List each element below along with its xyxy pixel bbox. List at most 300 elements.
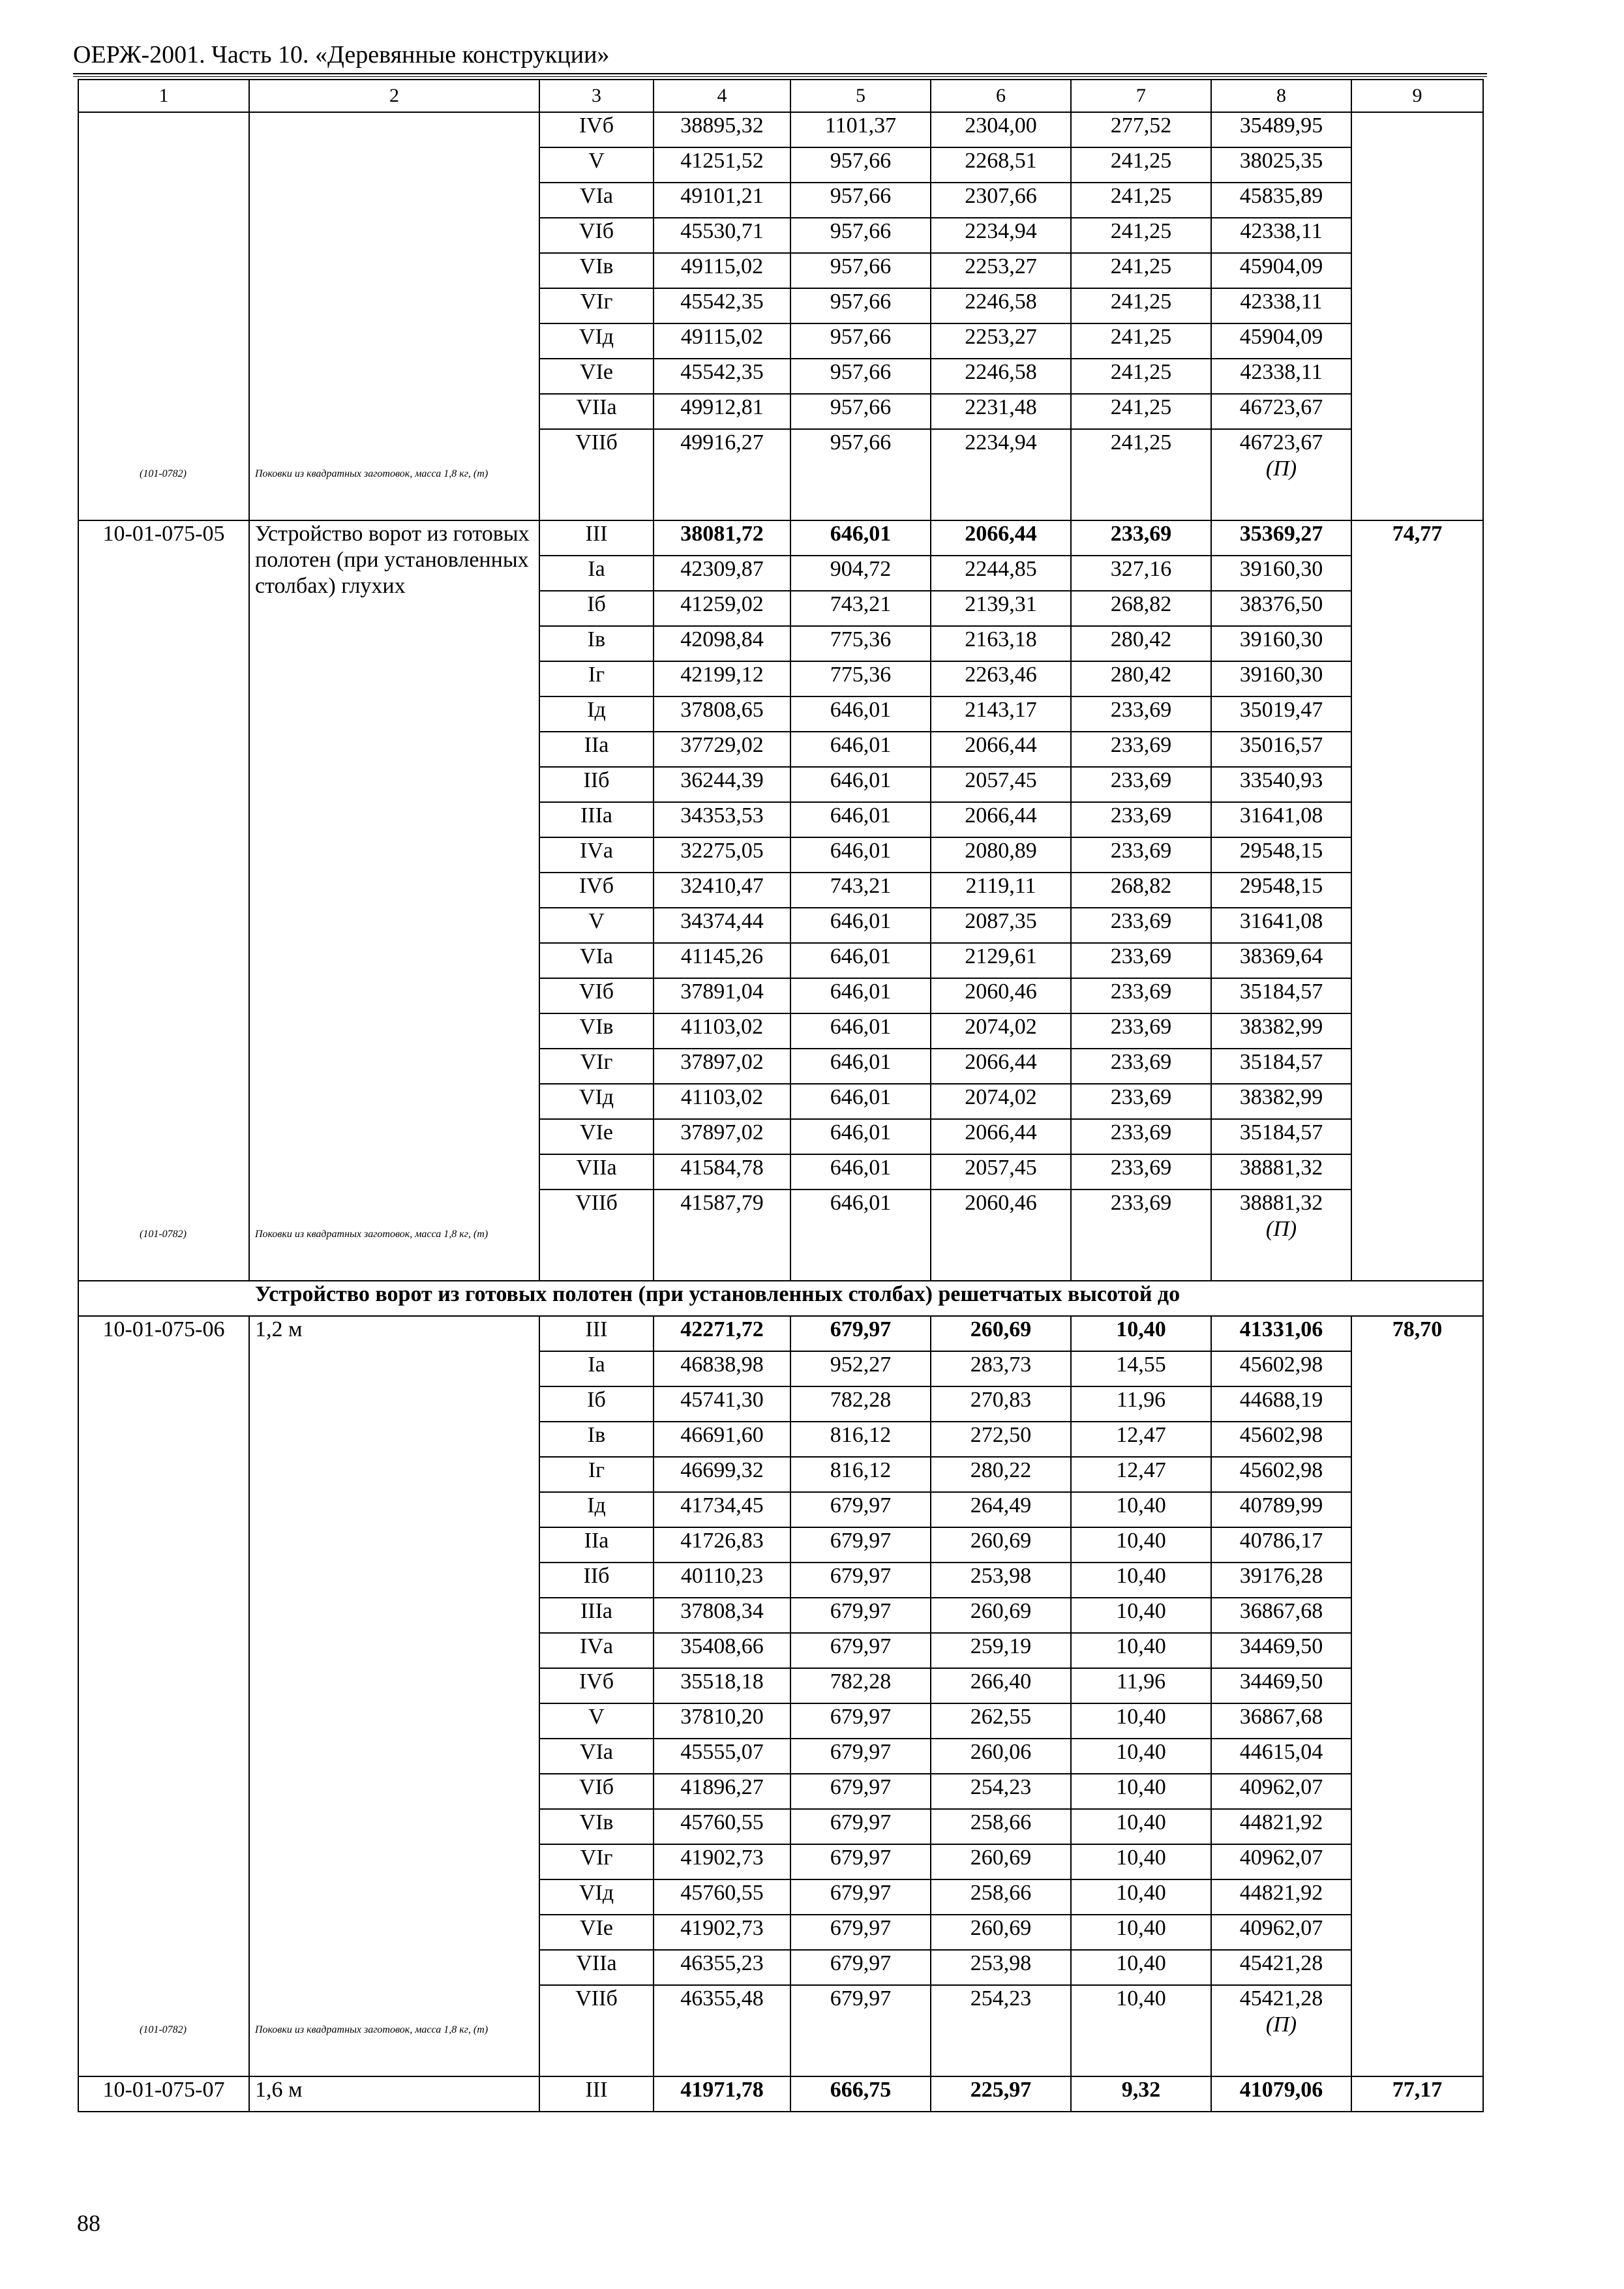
price-value: 46355,23 <box>654 1950 790 1985</box>
price-value: 646,01 <box>790 837 931 873</box>
price-value: 38382,99 <box>1211 1084 1351 1119</box>
price-value: 34469,50 <box>1211 1633 1351 1668</box>
price-value: 10,40 <box>1071 1915 1211 1950</box>
price-zone: IIб <box>539 1563 654 1598</box>
price-value: 10,40 <box>1071 1774 1211 1809</box>
price-value: 646,01 <box>790 908 931 943</box>
price-value: 2263,46 <box>931 661 1071 696</box>
price-value: 253,98 <box>931 1563 1071 1598</box>
column-number: 8 <box>1211 80 1351 112</box>
price-value: 41251,52 <box>654 147 790 183</box>
price-table <box>78 79 1484 2112</box>
price-value: 957,66 <box>790 429 931 520</box>
price-zone: Iа <box>539 556 654 591</box>
price-zone: IVа <box>539 1633 654 1668</box>
price-value: 262,55 <box>931 1703 1071 1739</box>
price-value: 34374,44 <box>654 908 790 943</box>
price-zone: IIа <box>539 1527 654 1563</box>
labor-cost <box>1351 112 1483 520</box>
price-value: 46838,98 <box>654 1351 790 1386</box>
price-value: 2066,44 <box>931 1049 1071 1084</box>
price-value: 49101,21 <box>654 183 790 218</box>
price-value: 49912,81 <box>654 394 790 429</box>
price-value: 46723,67 <box>1239 430 1323 455</box>
price-value: 268,82 <box>1071 591 1211 626</box>
price-value: 2087,35 <box>931 908 1071 943</box>
price-value: 646,01 <box>790 1013 931 1049</box>
price-value: 816,12 <box>790 1457 931 1492</box>
price-value: 268,82 <box>1071 873 1211 908</box>
price-value: 646,01 <box>790 1084 931 1119</box>
price-value <box>1211 429 1351 520</box>
price-value: 646,01 <box>790 696 931 732</box>
price-value: 2060,46 <box>931 978 1071 1013</box>
price-value: 10,40 <box>1071 1950 1211 1985</box>
price-zone: Iг <box>539 1457 654 1492</box>
price-value: 37897,02 <box>654 1049 790 1084</box>
price-value: 34469,50 <box>1211 1668 1351 1703</box>
rate-code: 10-01-075-06 <box>78 1316 249 2076</box>
price-value: 241,25 <box>1071 183 1211 218</box>
price-value: 679,97 <box>790 1915 931 1950</box>
price-value: 254,23 <box>931 1774 1071 1809</box>
price-value: 253,98 <box>931 1950 1071 1985</box>
column-number: 7 <box>1071 80 1211 112</box>
price-zone: VIд <box>539 1084 654 1119</box>
price-value: 2163,18 <box>931 626 1071 661</box>
price-value: 10,40 <box>1071 1844 1211 1879</box>
price-value: 10,40 <box>1071 1563 1211 1598</box>
price-value: 44821,92 <box>1211 1809 1351 1844</box>
price-value: 35184,57 <box>1211 1119 1351 1154</box>
price-value: 254,23 <box>931 1985 1071 2076</box>
price-value: 42338,11 <box>1211 288 1351 323</box>
price-value: 37808,65 <box>654 696 790 732</box>
rate-description: Устройство ворот из готовых полотен (при установленных столбах) глухих <box>249 520 539 1281</box>
price-value: 241,25 <box>1071 147 1211 183</box>
price-value: 233,69 <box>1071 1189 1211 1281</box>
price-zone: VIIа <box>539 1154 654 1189</box>
price-value: 957,66 <box>790 394 931 429</box>
resource-description: Поковки из квадратных заготовок, масса 1,8 кг, (т) <box>255 468 489 479</box>
price-zone: VIд <box>539 1879 654 1915</box>
price-value: 38881,32 <box>1211 1154 1351 1189</box>
price-value: 11,96 <box>1071 1668 1211 1703</box>
price-value: 41726,83 <box>654 1527 790 1563</box>
price-table-body <box>78 80 1483 2112</box>
price-value: 679,97 <box>790 1598 931 1633</box>
price-value: 260,69 <box>931 1527 1071 1563</box>
price-value: 260,69 <box>931 1598 1071 1633</box>
price-value: 327,16 <box>1071 556 1211 591</box>
price-value: 270,83 <box>931 1386 1071 1422</box>
price-value: 957,66 <box>790 253 931 288</box>
price-value: 37891,04 <box>654 978 790 1013</box>
price-zone: VIб <box>539 1774 654 1809</box>
resource-mark: (П) <box>1265 2012 1297 2037</box>
price-value: 40789,99 <box>1211 1492 1351 1527</box>
price-zone: VIг <box>539 1844 654 1879</box>
price-value: 11,96 <box>1071 1386 1211 1422</box>
price-value: 45602,98 <box>1211 1422 1351 1457</box>
price-zone: Iв <box>539 1422 654 1457</box>
header-rule <box>73 73 1487 74</box>
price-value: 260,69 <box>931 1915 1071 1950</box>
price-value: 775,36 <box>790 661 931 696</box>
price-zone: Iв <box>539 626 654 661</box>
price-zone: VIе <box>539 1915 654 1950</box>
price-value: 49115,02 <box>654 253 790 288</box>
price-value: 45530,71 <box>654 218 790 253</box>
price-value: 679,97 <box>790 1774 931 1809</box>
price-value: 2253,27 <box>931 253 1071 288</box>
price-value: 41103,02 <box>654 1013 790 1049</box>
price-value: 233,69 <box>1071 1049 1211 1084</box>
price-zone: V <box>539 147 654 183</box>
price-value: 41103,02 <box>654 1084 790 1119</box>
section-heading-row <box>78 1281 1483 1316</box>
price-value: 44821,92 <box>1211 1879 1351 1915</box>
price-value: 37808,34 <box>654 1598 790 1633</box>
price-value: 10,40 <box>1071 1492 1211 1527</box>
price-zone: VIа <box>539 1739 654 1774</box>
price-value: 2234,94 <box>931 218 1071 253</box>
column-number: 6 <box>931 80 1071 112</box>
price-value: 38369,64 <box>1211 943 1351 978</box>
price-value: 2074,02 <box>931 1013 1071 1049</box>
price-value: 29548,15 <box>1211 837 1351 873</box>
price-value: 40962,07 <box>1211 1774 1351 1809</box>
price-value: 260,06 <box>931 1739 1071 1774</box>
price-value: 45760,55 <box>654 1879 790 1915</box>
price-value: 46691,60 <box>654 1422 790 1457</box>
price-value: 679,97 <box>790 1633 931 1668</box>
section-title: Устройство ворот из готовых полотен (при установленных столбах) решетчатых высотой до <box>78 1281 1483 1316</box>
price-value: 241,25 <box>1071 288 1211 323</box>
price-value: 952,27 <box>790 1351 931 1386</box>
price-value: 38881,32 <box>1239 1191 1323 1215</box>
price-zone: VIIа <box>539 394 654 429</box>
price-value: 10,40 <box>1071 1809 1211 1844</box>
price-value: 2074,02 <box>931 1084 1071 1119</box>
price-value: 39160,30 <box>1211 661 1351 696</box>
price-value: 38081,72 <box>654 520 790 556</box>
price-zone: Iг <box>539 661 654 696</box>
price-value: 41079,06 <box>1211 2076 1351 2112</box>
price-value: 260,69 <box>931 1316 1071 1351</box>
price-value: 646,01 <box>790 978 931 1013</box>
price-value: 2231,48 <box>931 394 1071 429</box>
price-value: 241,25 <box>1071 429 1211 520</box>
price-value: 41145,26 <box>654 943 790 978</box>
price-value: 2080,89 <box>931 837 1071 873</box>
price-value: 280,42 <box>1071 661 1211 696</box>
price-value: 2268,51 <box>931 147 1071 183</box>
price-value: 40786,17 <box>1211 1527 1351 1563</box>
table-row <box>78 112 1483 147</box>
price-zone: Iа <box>539 1351 654 1386</box>
price-value: 38895,32 <box>654 112 790 147</box>
price-value: 233,69 <box>1071 837 1211 873</box>
price-value <box>1211 1189 1351 1281</box>
price-value: 679,97 <box>790 1316 931 1351</box>
page-header-title: ОЕРЖ-2001. Часть 10. «Деревянные конструкции» <box>73 41 610 68</box>
price-zone: IIIа <box>539 1598 654 1633</box>
price-value: 957,66 <box>790 359 931 394</box>
price-zone: VIг <box>539 288 654 323</box>
price-value: 679,97 <box>790 1739 931 1774</box>
price-value: 233,69 <box>1071 1084 1211 1119</box>
price-value: 41587,79 <box>654 1189 790 1281</box>
price-value: 46355,48 <box>654 1985 790 2076</box>
price-zone: VIб <box>539 218 654 253</box>
price-value: 41734,45 <box>654 1492 790 1527</box>
price-value: 233,69 <box>1071 1013 1211 1049</box>
price-value: 40962,07 <box>1211 1915 1351 1950</box>
price-value: 46723,67 <box>1211 394 1351 429</box>
column-number: 5 <box>790 80 931 112</box>
price-value: 38382,99 <box>1211 1013 1351 1049</box>
price-value: 679,97 <box>790 1527 931 1563</box>
price-zone: IVб <box>539 1668 654 1703</box>
rate-code: 10-01-075-07 <box>78 2076 249 2112</box>
price-value: 49916,27 <box>654 429 790 520</box>
price-value: 679,97 <box>790 1809 931 1844</box>
price-value: 258,66 <box>931 1809 1071 1844</box>
price-zone: III <box>539 1316 654 1351</box>
resource-code: (101-0782) <box>140 468 187 479</box>
price-zone: VIIб <box>539 1985 654 2076</box>
price-value: 42098,84 <box>654 626 790 661</box>
column-number: 1 <box>78 80 249 112</box>
price-value: 646,01 <box>790 1119 931 1154</box>
price-zone: VIв <box>539 1013 654 1049</box>
price-value: 646,01 <box>790 520 931 556</box>
price-zone: VIе <box>539 1119 654 1154</box>
price-value: 39160,30 <box>1211 626 1351 661</box>
price-value: 957,66 <box>790 288 931 323</box>
price-value: 35489,95 <box>1211 112 1351 147</box>
price-value: 36867,68 <box>1211 1598 1351 1633</box>
price-value: 743,21 <box>790 873 931 908</box>
price-value: 679,97 <box>790 1950 931 1985</box>
rate-description <box>249 112 539 520</box>
price-value: 280,22 <box>931 1457 1071 1492</box>
resource-description: Поковки из квадратных заготовок, масса 1,8 кг, (т) <box>255 2024 489 2035</box>
price-value: 2066,44 <box>931 1119 1071 1154</box>
price-zone: III <box>539 2076 654 2112</box>
price-value: 37897,02 <box>654 1119 790 1154</box>
rate-code <box>78 112 249 520</box>
resource-mark: (П) <box>1265 456 1297 481</box>
price-value: 34353,53 <box>654 802 790 837</box>
price-value: 31641,08 <box>1211 908 1351 943</box>
price-value: 2119,11 <box>931 873 1071 908</box>
price-zone: IIIа <box>539 802 654 837</box>
price-value: 679,97 <box>790 1844 931 1879</box>
price-value: 14,55 <box>1071 1351 1211 1386</box>
price-value: 36867,68 <box>1211 1703 1351 1739</box>
price-value: 33540,93 <box>1211 767 1351 802</box>
price-zone: VIг <box>539 1049 654 1084</box>
price-zone: VIе <box>539 359 654 394</box>
price-value: 41896,27 <box>654 1774 790 1809</box>
price-zone: VIIб <box>539 1189 654 1281</box>
price-value: 904,72 <box>790 556 931 591</box>
price-zone: Iб <box>539 591 654 626</box>
price-value: 45542,35 <box>654 359 790 394</box>
price-value: 233,69 <box>1071 767 1211 802</box>
price-value: 260,69 <box>931 1844 1071 1879</box>
resource-mark: (П) <box>1265 1217 1297 1241</box>
price-value: 646,01 <box>790 732 931 767</box>
price-value: 10,40 <box>1071 1598 1211 1633</box>
rate-description: 1,6 м <box>249 2076 539 2112</box>
price-value: 45904,09 <box>1211 253 1351 288</box>
price-value: 241,25 <box>1071 218 1211 253</box>
price-value: 646,01 <box>790 802 931 837</box>
header-rule-thin <box>73 76 1487 77</box>
price-zone: V <box>539 908 654 943</box>
price-value: 816,12 <box>790 1422 931 1457</box>
price-value: 233,69 <box>1071 802 1211 837</box>
price-value: 259,19 <box>931 1633 1071 1668</box>
price-value: 45760,55 <box>654 1809 790 1844</box>
price-value: 2060,46 <box>931 1189 1071 1281</box>
page-number: 88 <box>77 2210 100 2236</box>
price-value: 10,40 <box>1071 1703 1211 1739</box>
price-value: 646,01 <box>790 767 931 802</box>
price-value: 12,47 <box>1071 1422 1211 1457</box>
column-number-row <box>78 80 1483 112</box>
labor-cost: 74,77 <box>1351 520 1483 1281</box>
price-value: 241,25 <box>1071 253 1211 288</box>
price-value: 283,73 <box>931 1351 1071 1386</box>
price-value: 679,97 <box>790 1563 931 1598</box>
price-value: 646,01 <box>790 1049 931 1084</box>
price-value: 39176,28 <box>1211 1563 1351 1598</box>
price-value: 32275,05 <box>654 837 790 873</box>
price-value: 40110,23 <box>654 1563 790 1598</box>
price-value: 233,69 <box>1071 908 1211 943</box>
price-value: 12,47 <box>1071 1457 1211 1492</box>
column-number: 9 <box>1351 80 1483 112</box>
price-value: 646,01 <box>790 1189 931 1281</box>
price-value: 2307,66 <box>931 183 1071 218</box>
price-value: 258,66 <box>931 1879 1071 1915</box>
price-zone: IIа <box>539 732 654 767</box>
price-value: 2066,44 <box>931 732 1071 767</box>
price-value: 225,97 <box>931 2076 1071 2112</box>
price-value: 280,42 <box>1071 626 1211 661</box>
price-value: 35518,18 <box>654 1668 790 1703</box>
price-value: 45421,28 <box>1211 1950 1351 1985</box>
price-value: 10,40 <box>1071 1316 1211 1351</box>
price-value: 2066,44 <box>931 802 1071 837</box>
price-zone: IVа <box>539 837 654 873</box>
price-zone: Iб <box>539 1386 654 1422</box>
price-value: 241,25 <box>1071 359 1211 394</box>
price-value: 40962,07 <box>1211 1844 1351 1879</box>
price-value: 2244,85 <box>931 556 1071 591</box>
price-value: 38376,50 <box>1211 591 1351 626</box>
price-zone: IVб <box>539 873 654 908</box>
price-value: 2246,58 <box>931 359 1071 394</box>
price-value: 679,97 <box>790 1703 931 1739</box>
price-value: 2066,44 <box>931 520 1071 556</box>
price-value: 241,25 <box>1071 323 1211 359</box>
price-value: 35019,47 <box>1211 696 1351 732</box>
price-zone: Iд <box>539 696 654 732</box>
price-value: 45542,35 <box>654 288 790 323</box>
price-value: 32410,47 <box>654 873 790 908</box>
price-value: 45741,30 <box>654 1386 790 1422</box>
price-value: 37810,20 <box>654 1703 790 1739</box>
price-value: 272,50 <box>931 1422 1071 1457</box>
price-value: 35369,27 <box>1211 520 1351 556</box>
price-value: 2057,45 <box>931 1154 1071 1189</box>
price-value: 233,69 <box>1071 1154 1211 1189</box>
price-value: 957,66 <box>790 183 931 218</box>
price-value: 45602,98 <box>1211 1457 1351 1492</box>
price-value: 233,69 <box>1071 520 1211 556</box>
price-value: 775,36 <box>790 626 931 661</box>
price-value: 2246,58 <box>931 288 1071 323</box>
price-value: 45421,28 <box>1239 1986 1323 2011</box>
price-zone: V <box>539 1703 654 1739</box>
price-value: 2139,31 <box>931 591 1071 626</box>
price-value: 10,40 <box>1071 1985 1211 2076</box>
price-value: 233,69 <box>1071 696 1211 732</box>
labor-cost: 78,70 <box>1351 1316 1483 2076</box>
price-zone: VIа <box>539 943 654 978</box>
price-value: 679,97 <box>790 1879 931 1915</box>
price-zone: VIв <box>539 253 654 288</box>
table-row <box>78 2076 1483 2112</box>
price-value: 44615,04 <box>1211 1739 1351 1774</box>
price-value: 49115,02 <box>654 323 790 359</box>
price-value: 233,69 <box>1071 978 1211 1013</box>
price-value: 42338,11 <box>1211 218 1351 253</box>
price-zone: VIв <box>539 1809 654 1844</box>
price-value: 35016,57 <box>1211 732 1351 767</box>
price-value: 233,69 <box>1071 943 1211 978</box>
price-value: 957,66 <box>790 323 931 359</box>
column-number: 2 <box>249 80 539 112</box>
rate-code: 10-01-075-05 <box>78 520 249 1281</box>
price-value: 35184,57 <box>1211 978 1351 1013</box>
price-value: 679,97 <box>790 1985 931 2076</box>
price-value: 41902,73 <box>654 1915 790 1950</box>
price-value: 2143,17 <box>931 696 1071 732</box>
price-value: 233,69 <box>1071 1119 1211 1154</box>
price-value: 646,01 <box>790 1154 931 1189</box>
price-value <box>1211 1985 1351 2076</box>
price-value: 41971,78 <box>654 2076 790 2112</box>
price-value: 233,69 <box>1071 732 1211 767</box>
price-value: 39160,30 <box>1211 556 1351 591</box>
price-zone: VIб <box>539 978 654 1013</box>
price-zone: Iд <box>539 1492 654 1527</box>
price-zone: VIIа <box>539 1950 654 1985</box>
price-value: 42199,12 <box>654 661 790 696</box>
price-zone: IIб <box>539 767 654 802</box>
price-value: 666,75 <box>790 2076 931 2112</box>
price-value: 35184,57 <box>1211 1049 1351 1084</box>
resource-code: (101-0782) <box>140 2024 187 2035</box>
price-value: 10,40 <box>1071 1879 1211 1915</box>
price-value: 38025,35 <box>1211 147 1351 183</box>
